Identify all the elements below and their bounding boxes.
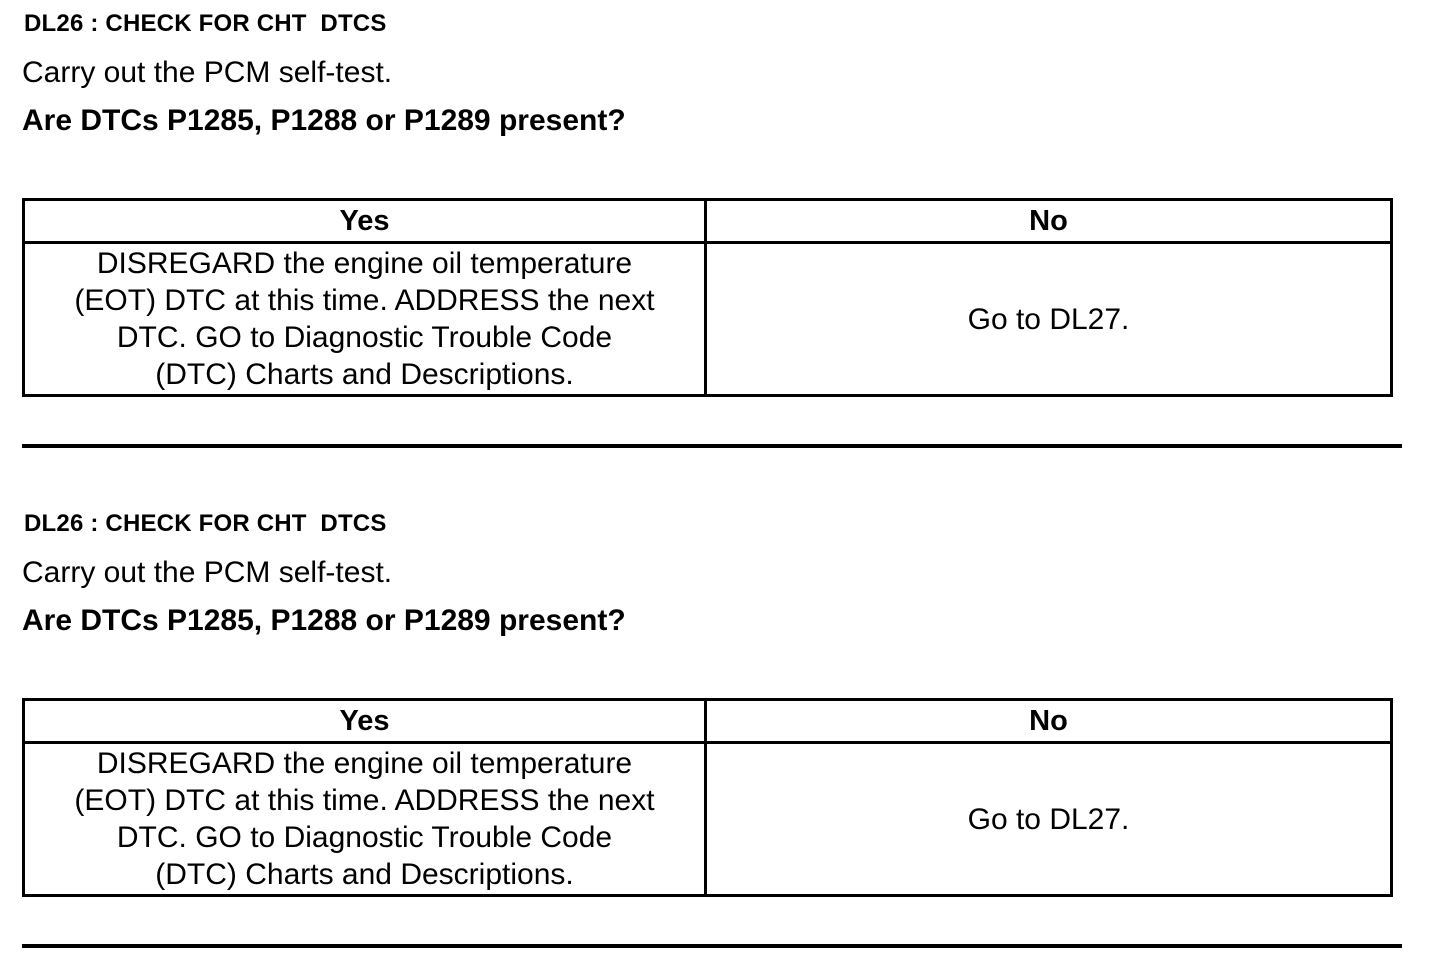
table-header-row: [24, 200, 1392, 243]
step-title: DL26 : CHECK FOR CHT DTCS: [24, 10, 387, 37]
yes-action-line: DISREGARD the engine oil temperature: [96, 247, 633, 280]
yes-column-header: Yes: [24, 700, 706, 743]
yes-column-header: Yes: [24, 200, 706, 243]
no-column-header: No: [706, 200, 1392, 243]
yes-action-line: (EOT) DTC at this time. ADDRESS the next: [74, 284, 655, 317]
step-question: Are DTCs P1285, P1288 or P1289 present?: [22, 104, 626, 137]
yes-action-line: DTC. GO to Diagnostic Trouble Code: [116, 821, 613, 854]
step-instruction: Carry out the PCM self-test.: [22, 56, 393, 89]
no-action-cell: Go to DL27.: [706, 243, 1392, 396]
step-title: DL26 : CHECK FOR CHT DTCS: [24, 510, 387, 537]
yes-no-table: [22, 198, 1393, 397]
step-instruction: Carry out the PCM self-test.: [22, 556, 393, 589]
yes-no-table: [22, 698, 1393, 897]
yes-action-line: (DTC) Charts and Descriptions.: [155, 358, 574, 391]
step-question: Are DTCs P1285, P1288 or P1289 present?: [22, 604, 626, 637]
yes-action-cell: [24, 743, 706, 896]
yes-action-line: DTC. GO to Diagnostic Trouble Code: [116, 321, 613, 354]
yes-action-line: (EOT) DTC at this time. ADDRESS the next: [74, 784, 655, 817]
table-row: [24, 743, 1392, 896]
yes-action-cell: [24, 243, 706, 396]
section-divider: [22, 444, 1402, 448]
no-column-header: No: [706, 700, 1392, 743]
no-action-cell: Go to DL27.: [706, 743, 1392, 896]
table-row: [24, 243, 1392, 396]
yes-action-line: DISREGARD the engine oil temperature: [96, 747, 633, 780]
yes-action-line: (DTC) Charts and Descriptions.: [155, 858, 574, 891]
table-header-row: [24, 700, 1392, 743]
section-divider: [22, 944, 1402, 948]
